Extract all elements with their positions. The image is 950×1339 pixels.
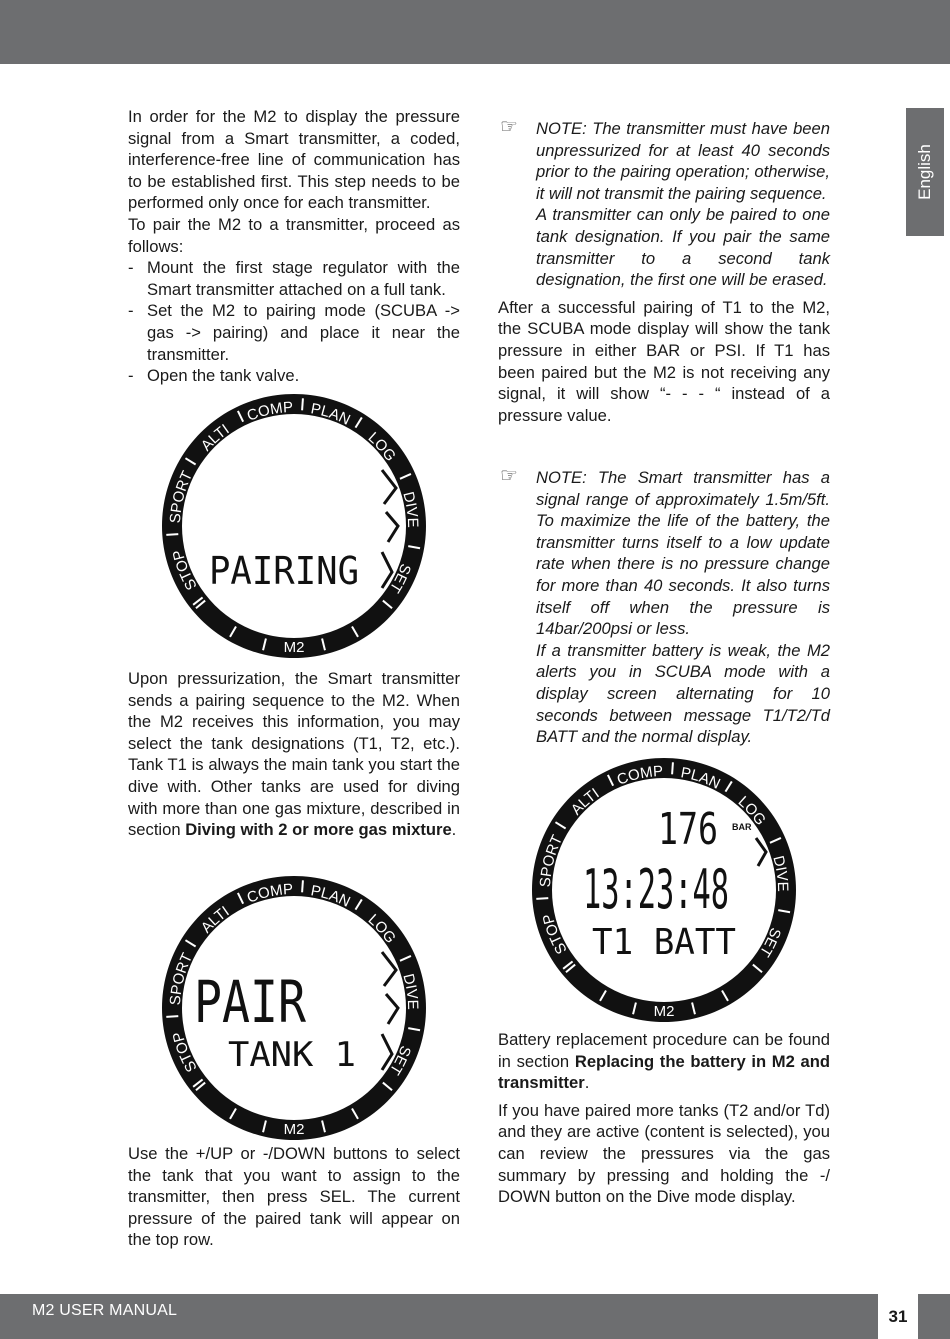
watch-display-battery <box>530 756 798 1024</box>
bezel-model-label: M2 <box>283 1121 305 1138</box>
top-header-bar <box>0 0 950 64</box>
pressurization-paragraph <box>128 668 460 841</box>
pairing-steps <box>128 257 460 387</box>
footer-bar-end <box>918 1294 950 1339</box>
battery-end: . <box>584 1073 590 1093</box>
display-battery-message: T1 BATT <box>592 922 736 963</box>
bezel-label: COMP <box>244 880 294 907</box>
pairing-instruction: To pair the M2 to a transmitter, proceed as follows: <box>128 214 460 256</box>
bezel-label: COMP <box>614 762 664 789</box>
bezel-ring <box>162 394 426 658</box>
bezel-label: STOP <box>169 1030 201 1075</box>
bezel-label: PLAN <box>679 764 723 793</box>
section-reference-gas-mixture: Diving with 2 or more gas mixture <box>185 820 452 840</box>
right-column-note-2 <box>498 467 830 748</box>
footer-title: M2 USER MANUAL <box>32 1302 178 1319</box>
footer-bar <box>0 1294 878 1339</box>
bezel-label: ALTI <box>197 902 233 937</box>
section-reference-battery: Replacing the battery in M2 and transmitter <box>498 1051 831 1093</box>
pointing-hand-icon: ☞ <box>500 116 518 138</box>
list-item: - Open the tank valve. <box>128 365 460 387</box>
bezel-tick <box>166 1016 178 1017</box>
bezel-tick <box>672 762 673 774</box>
bezel-label: SET <box>755 925 785 960</box>
right-column-top <box>498 118 830 426</box>
bezel-tick <box>536 898 548 899</box>
gas-summary-paragraph: If you have paired more tanks (T2 and/or Td) and they are active (content is selected), you can review the pressures via the gas summary by pressing and holding the -/ DOWN button on the Dive mode display. <box>498 1100 830 1207</box>
watch-display-pairing <box>160 392 428 660</box>
bezel-label: PLAN <box>309 882 353 911</box>
bezel-label: ALTI <box>197 420 233 455</box>
bezel-label: STOP <box>169 548 201 593</box>
bezel-label: SPORT <box>536 832 567 888</box>
bezel-label: SET <box>385 1043 415 1078</box>
bezel-label: SET <box>385 561 415 596</box>
bezel-label: LOG <box>364 911 400 947</box>
bezel-label: STOP <box>539 912 571 957</box>
bezel-label: DIVE <box>399 489 422 528</box>
pressurization-end: . <box>451 820 457 840</box>
watch-display-pair-tank <box>160 874 428 1142</box>
select-tank-paragraph: Use the +/UP or -/DOWN buttons to select the tank that you want to assign to the transmitter, then press SEL. The current pressure of the paired tank will appear on the top row. <box>128 1144 460 1250</box>
bezel-label: DIVE <box>769 853 792 892</box>
left-column-bottom <box>128 1143 460 1251</box>
note-text: If a transmitter battery is weak, the M2 alerts you in SCUBA mode with a display screen alternating for 10 seconds between message T1/T2/Td BATT and the normal display. <box>536 640 830 747</box>
note-text: A transmitter can only be paired to one tank designation. If you pair the same transmitter to a second tank designation, the first one will be erased. <box>536 205 830 290</box>
bezel-tick <box>302 398 303 410</box>
bezel-model-label: M2 <box>653 1003 675 1020</box>
bezel-tick <box>166 534 178 535</box>
right-column-bottom <box>498 1029 830 1208</box>
battery-paragraph <box>498 1029 830 1094</box>
bezel-label: LOG <box>364 429 400 465</box>
bezel-model-label: M2 <box>283 639 305 656</box>
bezel-label: DIVE <box>399 971 422 1010</box>
intro-paragraph: In order for the M2 to display the pressure signal from a Smart transmitter, a coded, interference-free line of communication has to be established first. This step needs to be performed only once for each transmitter. <box>128 107 460 213</box>
display-line-1: PAIRING <box>209 549 359 593</box>
left-column-top <box>128 106 460 387</box>
pressurization-text: Upon pressurization, the Smart transmitter sends a pairing sequence to the M2. When the M2 receives this information, you may select the tank designations (T1, T2, etc.). Tank T1 is always the main tank you start the dive with. Other tanks are used for diving with more than one gas mixture, described in section <box>128 669 460 840</box>
note-pairing <box>498 118 830 291</box>
left-column-middle <box>128 668 460 841</box>
pointing-hand-icon: ☞ <box>500 465 518 487</box>
display-pressure: 176 <box>658 804 718 855</box>
display-pressure-unit: BAR <box>732 822 752 832</box>
bezel-label: PLAN <box>309 400 353 429</box>
list-item: - Mount the first stage regulator with the Smart transmitter attached on a full tank. <box>128 257 460 300</box>
battery-text: Battery replacement procedure can be found in section <box>498 1030 830 1071</box>
bezel-label: SPORT <box>166 468 197 524</box>
mode-arrows <box>756 838 766 866</box>
bezel-tick <box>302 880 303 892</box>
language-label: English <box>915 144 935 200</box>
watch-bezel <box>162 394 426 658</box>
bezel-label: LOG <box>734 793 770 829</box>
list-item: - Set the M2 to pairing mode (SCUBA -> gas -> pairing) and place it near the transmitter. <box>128 300 460 365</box>
language-tab <box>906 108 944 236</box>
bezel-label: ALTI <box>567 784 603 819</box>
note-text: NOTE: The Smart transmitter has a signal range of approximately 1.5m/5ft. To maximize the life of the battery, the transmitter turns itself to a low update rate when there is no pressure change for more than 40 seconds. It also turns itself off when the pressure is 14bar/200psi or less. <box>536 468 830 639</box>
after-pairing-paragraph: After a successful pairing of T1 to the M2, the SCUBA mode display will show the tank pressure in either BAR or PSI. If T1 has been paired but the M2 is not receiving any signal, it will show “- - - “ instead of a pressure value. <box>498 297 830 425</box>
bezel-label: SPORT <box>166 950 197 1006</box>
page-number: 31 <box>878 1294 918 1339</box>
note-text: NOTE: The transmitter must have been unpressurized for at least 40 seconds prior to the pairing operation; otherwise, it will not transmit the pairing sequence. <box>536 119 830 203</box>
bezel-label: COMP <box>244 398 294 425</box>
display-line-1: PAIR <box>194 968 307 1036</box>
display-time: 13:23:48 <box>583 858 729 921</box>
display-line-2: TANK 1 <box>228 1035 356 1075</box>
note-transmitter <box>498 467 830 748</box>
